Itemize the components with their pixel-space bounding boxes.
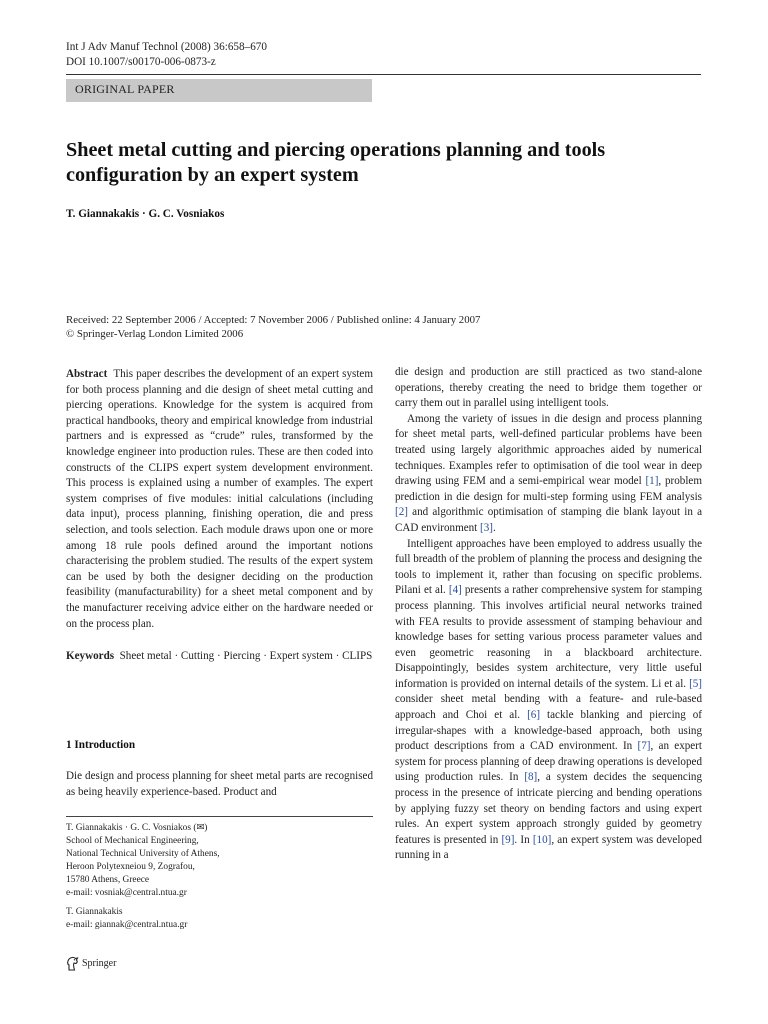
text-run: . In — [514, 833, 533, 846]
keywords-label: Keywords — [66, 650, 115, 663]
citation-link[interactable]: [1] — [645, 475, 659, 488]
affiliation-block-1 — [66, 822, 373, 900]
introduction-paragraph — [66, 769, 373, 800]
citation-link[interactable]: [5] — [689, 677, 702, 690]
affil-line: T. Giannakakis · G. C. Vosniakos (✉) — [66, 823, 208, 833]
text-run: , a system decides the sequencing process in the presence of intricate piercing and bending operations by applying fuzzy set theory on bending factors and using expert rules. An expert system approach strongly guided by geometry features is presented in — [395, 771, 703, 846]
text-run: and algorithmic optimisation of stamping die blank layout in a CAD environment — [395, 506, 702, 534]
journal-citation: Int J Adv Manuf Technol (2008) 36:658–670 — [66, 41, 267, 53]
right-para-1: die design and production are still practiced as two stand-alone operations, thereby creating the need to bridge them together or carry them out in parallel using intelligent tools. — [395, 366, 702, 410]
journal-header — [66, 40, 267, 70]
right-para-3 — [395, 537, 702, 864]
publisher-mark — [66, 956, 116, 971]
authors: T. Giannakakis · G. C. Vosniakos — [66, 208, 225, 220]
received-accepted-line: Received: 22 September 2006 / Accepted: 7 November 2006 / Published online: 4 January 2007 — [66, 314, 481, 326]
text-run: presents a rather comprehensive system for stamping process planning. This involves artificial neural networks trained with FEA results to provide assessment of stamping behaviour and knowledge bases for setting various process parameter values and even geometric reasoning in a blackboard architecture. Disappointingly, besides system architecture, very little useful information is provided on internal details of the system. Li et al. — [395, 584, 702, 690]
right-para-2 — [395, 412, 702, 537]
right-column — [395, 365, 702, 864]
citation-link[interactable]: [4] — [448, 584, 462, 597]
footnote-rule — [66, 816, 373, 817]
citation-link[interactable]: [10] — [532, 833, 552, 846]
intro-para-1: Die design and process planning for sheet metal parts are recognised as being heavily experience-based. Product and — [66, 770, 373, 798]
text-run: Intelligent approaches have been employed to address usually the full breadth of the problem of planning the process and designing the tools to implement it, rather than focusing on specific problems. Pilani et al. — [395, 537, 702, 597]
affil-line: T. Giannakakis — [66, 907, 123, 917]
text-run: , an expert system for process planning of deep drawing operations is developed using production rules. In — [395, 740, 702, 784]
citation-link[interactable]: [2] — [395, 506, 408, 519]
author-affiliations — [66, 822, 373, 938]
text-run: . — [492, 521, 496, 534]
affil-email[interactable]: e-mail: giannak@central.ntua.gr — [66, 920, 188, 930]
publication-dates — [66, 313, 480, 341]
publisher-name: Springer — [82, 958, 117, 969]
affil-email[interactable]: e-mail: vosniak@central.ntua.gr — [66, 888, 187, 898]
citation-link[interactable]: [8] — [524, 771, 538, 784]
paper-title: Sheet metal cutting and piercing operations planning and tools configuration by an expert system — [66, 139, 606, 186]
keywords — [66, 649, 373, 665]
section-heading-introduction: 1 Introduction — [66, 739, 136, 751]
copyright-line: © Springer-Verlag London Limited 2006 — [66, 328, 244, 340]
abstract-text: This paper describes the development of an expert system for both process planning and die design of sheet metal cutting and piercing operations. Knowledge for the system is acquired from practical handbooks, theory and empirical knowledge from industrial partners and is expressed as “crude” rules, transformed by the knowledge engineer into production rules. These are then coded into constructs of the CLIPS expert system development environment. This process is explained using a number of examples. The expert system comprises of five modules: initial calculations (including data input), process planning, finishing operation, die and press selection, and tools selection. Each module draws upon one or more among 18 rule pools defined around the important notions characterising the problem studied. The results of the expert system can be used by both the designer deciding on the production feasibility (manufacturability) for a sheet metal component and by the manufacturer receiving advice either on the hardware needed or on the process plan. — [66, 368, 373, 630]
text-run: , an expert system was developed running in a — [395, 833, 702, 862]
paper-type-label: ORIGINAL PAPER — [75, 82, 175, 96]
text-run: tackle blanking and piercing of irregular-shapes with a knowledge-based approach, both using product descriptions from a CAD environment. In — [395, 709, 702, 753]
affil-line: 15780 Athens, Greece — [66, 875, 150, 885]
paper-type-banner — [66, 79, 372, 102]
doi: DOI 10.1007/s00170-006-0873-z — [66, 56, 216, 68]
keywords-text: Sheet metal · Cutting · Piercing · Expert system · CLIPS — [119, 650, 373, 663]
springer-horse-logo-icon — [66, 956, 79, 971]
header-rule — [66, 74, 701, 75]
citation-link[interactable]: [3] — [480, 521, 493, 534]
abstract-label: Abstract — [66, 368, 108, 380]
citation-link[interactable]: [7] — [637, 740, 651, 753]
text-run: Among the variety of issues in die design and process planning for sheet metal parts, well-defined particular problems have been treated using largely algorithmic approaches aided by numerical techniques. Examples refer to optimisation of die tool wear in deep drawing using FEM and a semi-empirical wear model — [395, 412, 702, 488]
affiliation-block-2 — [66, 906, 373, 932]
text-run: consider sheet metal bending with a feature- and rule-based approach and Choi et al. — [395, 693, 702, 722]
text-run: , problem prediction in die design for multi-step forming using FEM analysis — [395, 475, 702, 503]
affil-line: School of Mechanical Engineering, — [66, 836, 199, 846]
abstract — [66, 367, 373, 632]
affil-line: Heroon Polytexneiou 9, Zografou, — [66, 862, 195, 872]
citation-link[interactable]: [9] — [501, 833, 515, 846]
affil-line: National Technical University of Athens, — [66, 849, 220, 859]
citation-link[interactable]: [6] — [527, 709, 541, 722]
left-column — [66, 367, 373, 665]
